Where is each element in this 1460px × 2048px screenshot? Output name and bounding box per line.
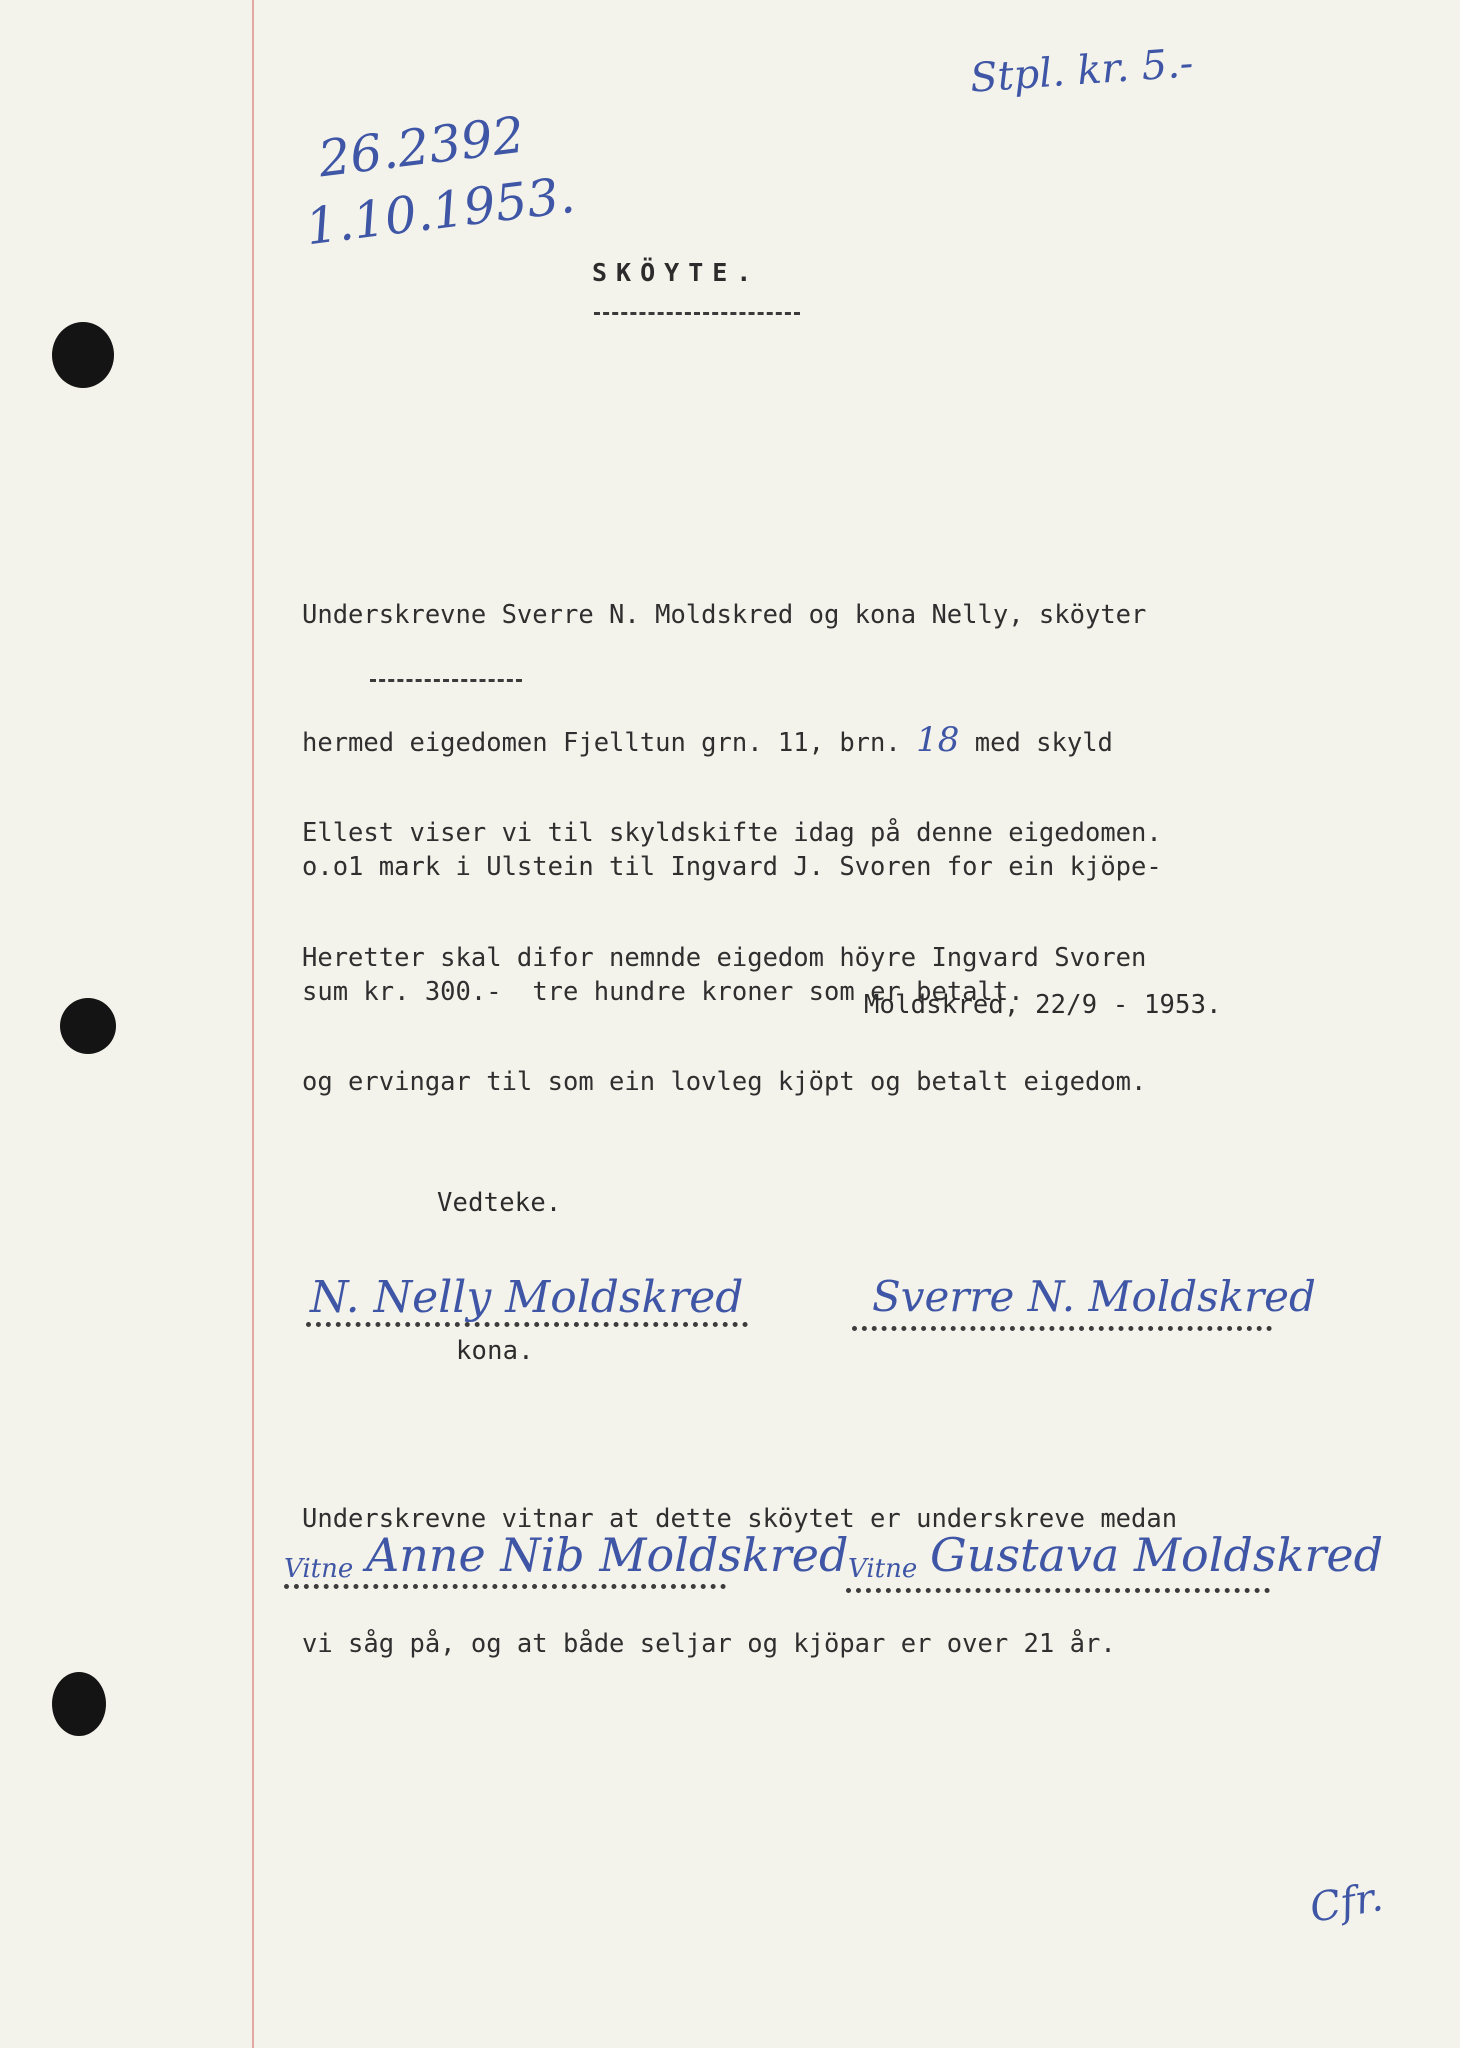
- place-date: Moldskred, 22/9 - 1953.: [864, 990, 1222, 1020]
- witness-prefix-2: Vitne: [848, 1554, 918, 1584]
- signature-line-witness-1: [284, 1584, 726, 1589]
- accepted-label: Vedteke.: [437, 1188, 562, 1218]
- witness-prefix-1: Vitne: [284, 1554, 354, 1584]
- signature-line-witness-2: [846, 1588, 1270, 1593]
- purchase-amount: kr. 300.-: [363, 976, 502, 1007]
- paragraph-text: hermed eigedomen Fjelltun grn. 11, brn.: [302, 727, 901, 758]
- registration-number: 26.2392: [315, 105, 528, 189]
- signature-line-husband: [852, 1326, 1272, 1331]
- punch-hole-top: [52, 322, 114, 388]
- paragraph-line: og ervingar til som ein lovleg kjöpt og betalt eigedom.: [302, 1067, 1147, 1097]
- stamp-fee-note: Stpl. kr. 5.-: [968, 40, 1195, 102]
- registration-date: 1.10.1953.: [302, 165, 578, 257]
- paragraph-line: Underskrevne Sverre N. Moldskred og kona Nelly, sköyter: [302, 600, 1147, 630]
- amount-underline: [370, 679, 522, 682]
- paragraph-text: med skyld: [974, 727, 1113, 758]
- paragraph-text: sum: [302, 976, 349, 1007]
- signature-witness-1: Anne Nib Moldskred: [366, 1528, 849, 1582]
- document-title: SKÖYTE.: [592, 258, 761, 287]
- wife-label: kona.: [456, 1336, 534, 1366]
- paragraph-line: Underskrevne vitnar at dette sköytet er underskreve medan: [302, 1504, 1178, 1534]
- title-underline: [594, 312, 800, 315]
- clerk-initials: Cfr.: [1306, 1874, 1387, 1932]
- handwritten-brn: 18: [916, 719, 960, 760]
- punch-hole-bottom: [52, 1672, 106, 1736]
- paragraph-line: o.o1 mark i Ulstein til Ingvard J. Svoren for ein kjöpe-: [302, 852, 1162, 882]
- paragraph-line: Heretter skal difor nemnde eigedom höyre Ingvard Svoren: [302, 942, 1147, 973]
- signature-line-wife: [306, 1322, 748, 1327]
- signature-witness-2: Gustava Moldskred: [930, 1528, 1384, 1582]
- paragraph-line: vi såg på, og at både seljar og kjöpar er over 21 år.: [302, 1628, 1116, 1659]
- margin-rule: [252, 0, 254, 2048]
- deed-paragraph-2: [302, 727, 1162, 1145]
- signature-wife: N. Nelly Moldskred: [310, 1272, 744, 1323]
- paragraph-line: Ellest viser vi til skyldskifte idag på denne eigedomen.: [302, 818, 1162, 848]
- signature-husband: Sverre N. Moldskred: [872, 1272, 1316, 1321]
- punch-hole-middle: [60, 998, 116, 1054]
- paragraph-text: tre hundre kroner som er betalt.: [532, 976, 1024, 1007]
